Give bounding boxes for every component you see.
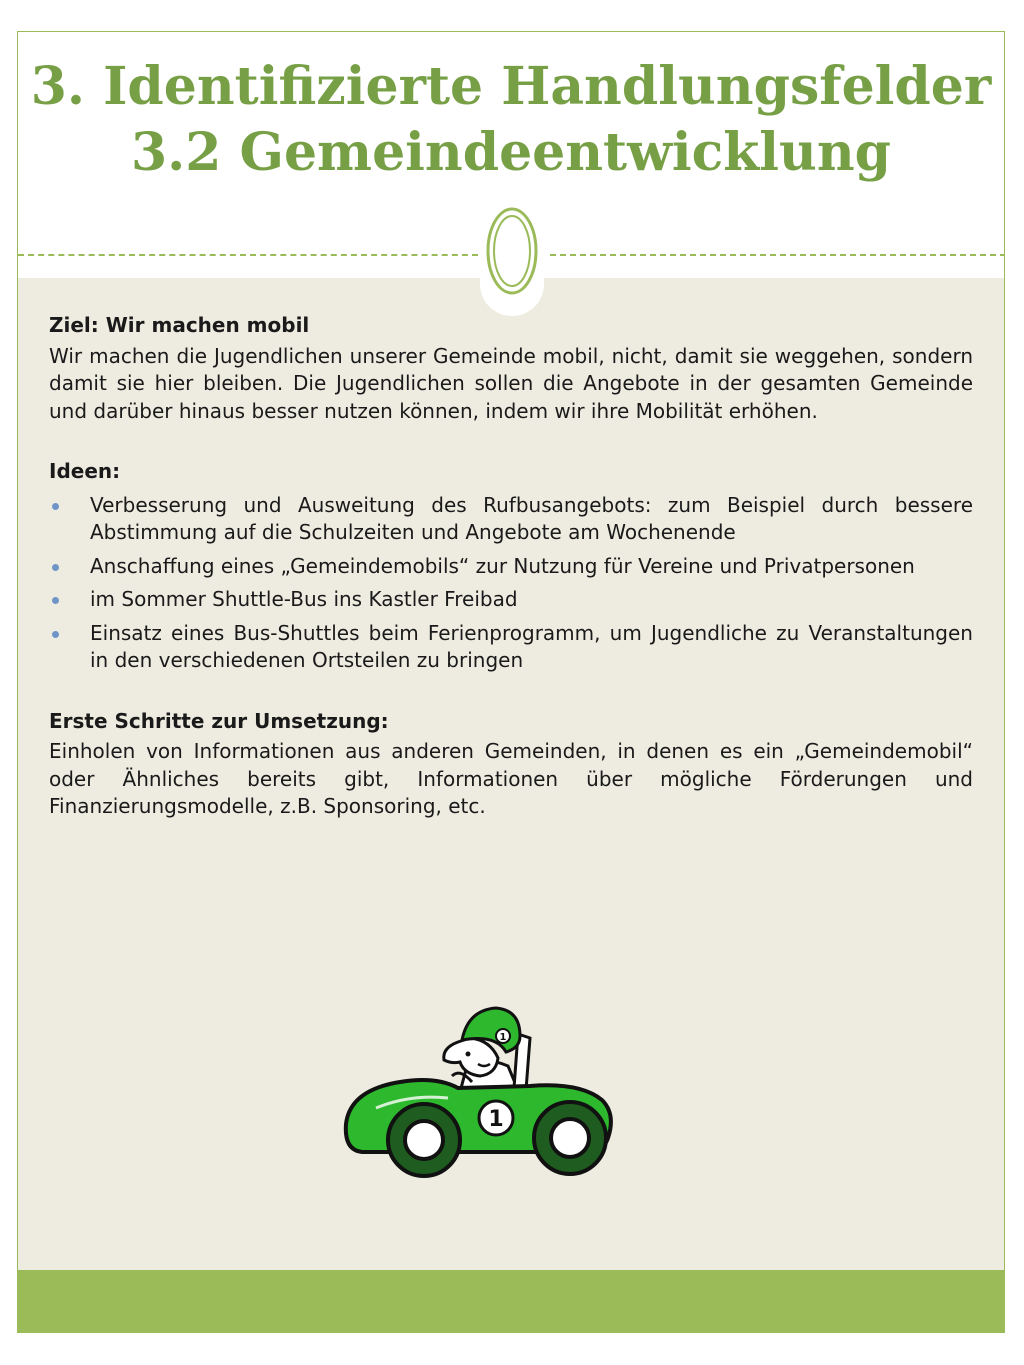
slide-frame (17, 31, 1005, 1333)
title-line-1: 3. Identifizierte Handlungsfelder (30, 56, 992, 117)
ideas-list (49, 492, 973, 675)
bullet-icon (52, 564, 59, 571)
bullet-icon (52, 631, 59, 638)
dashed-divider-right (550, 254, 1005, 256)
idea-text: Verbesserung und Ausweitung des Rufbusangebots: zum Beispiel durch bessere Abstimmung auf die Schulzeiten und Angebote am Wochenende (90, 492, 973, 544)
race-car-icon (340, 1004, 616, 1180)
bullet-icon (52, 597, 59, 604)
idea-text: Anschaffung eines „Gemeindemobils“ zur Nutzung für Vereine und Privatpersonen (90, 553, 915, 578)
idea-text: Einsatz eines Bus-Shuttles beim Ferienprogramm, um Jugendliche zu Veranstaltungen in den verschiedenen Ortsteilen zu bringen (90, 620, 973, 672)
idea-item (49, 586, 973, 614)
goal-text: Wir machen die Jugendlichen unserer Gemeinde mobil, nicht, damit sie weggehen, sondern damit sie hier bleiben. Die Jugendlichen sollen die Angebote in der gesamten Gemeinde und darüber hinaus besser nutzen können, indem wir ihre Mobilität erhöhen. (49, 343, 973, 423)
steps-heading: Erste Schritte zur Umsetzung: (49, 708, 389, 733)
svg-text:1: 1 (488, 1107, 504, 1132)
steps-text: Einholen von Informationen aus anderen Gemeinden, in denen es ein „Gemeindemobil“ oder Ähnliches bereits gibt, Informationen über mögliche Förderungen und Finanzierungsmodelle, z.B. Sponsoring, etc. (49, 739, 973, 818)
content-body (49, 312, 973, 821)
footer-bar (18, 1270, 1004, 1332)
slide-title (18, 54, 1004, 186)
idea-item (49, 620, 973, 675)
idea-item (49, 492, 973, 547)
svg-text:1: 1 (499, 1032, 507, 1043)
idea-text: im Sommer Shuttle-Bus ins Kastler Freibad (90, 587, 518, 611)
oval-ornament-icon (486, 207, 538, 295)
title-line-2: 3.2 Gemeindeentwicklung (130, 122, 892, 183)
dashed-divider-left (18, 254, 478, 256)
ideas-heading: Ideen: (49, 459, 121, 483)
goal-heading: Ziel: Wir machen mobil (49, 313, 310, 337)
bullet-icon (52, 503, 59, 510)
idea-item (49, 553, 973, 581)
